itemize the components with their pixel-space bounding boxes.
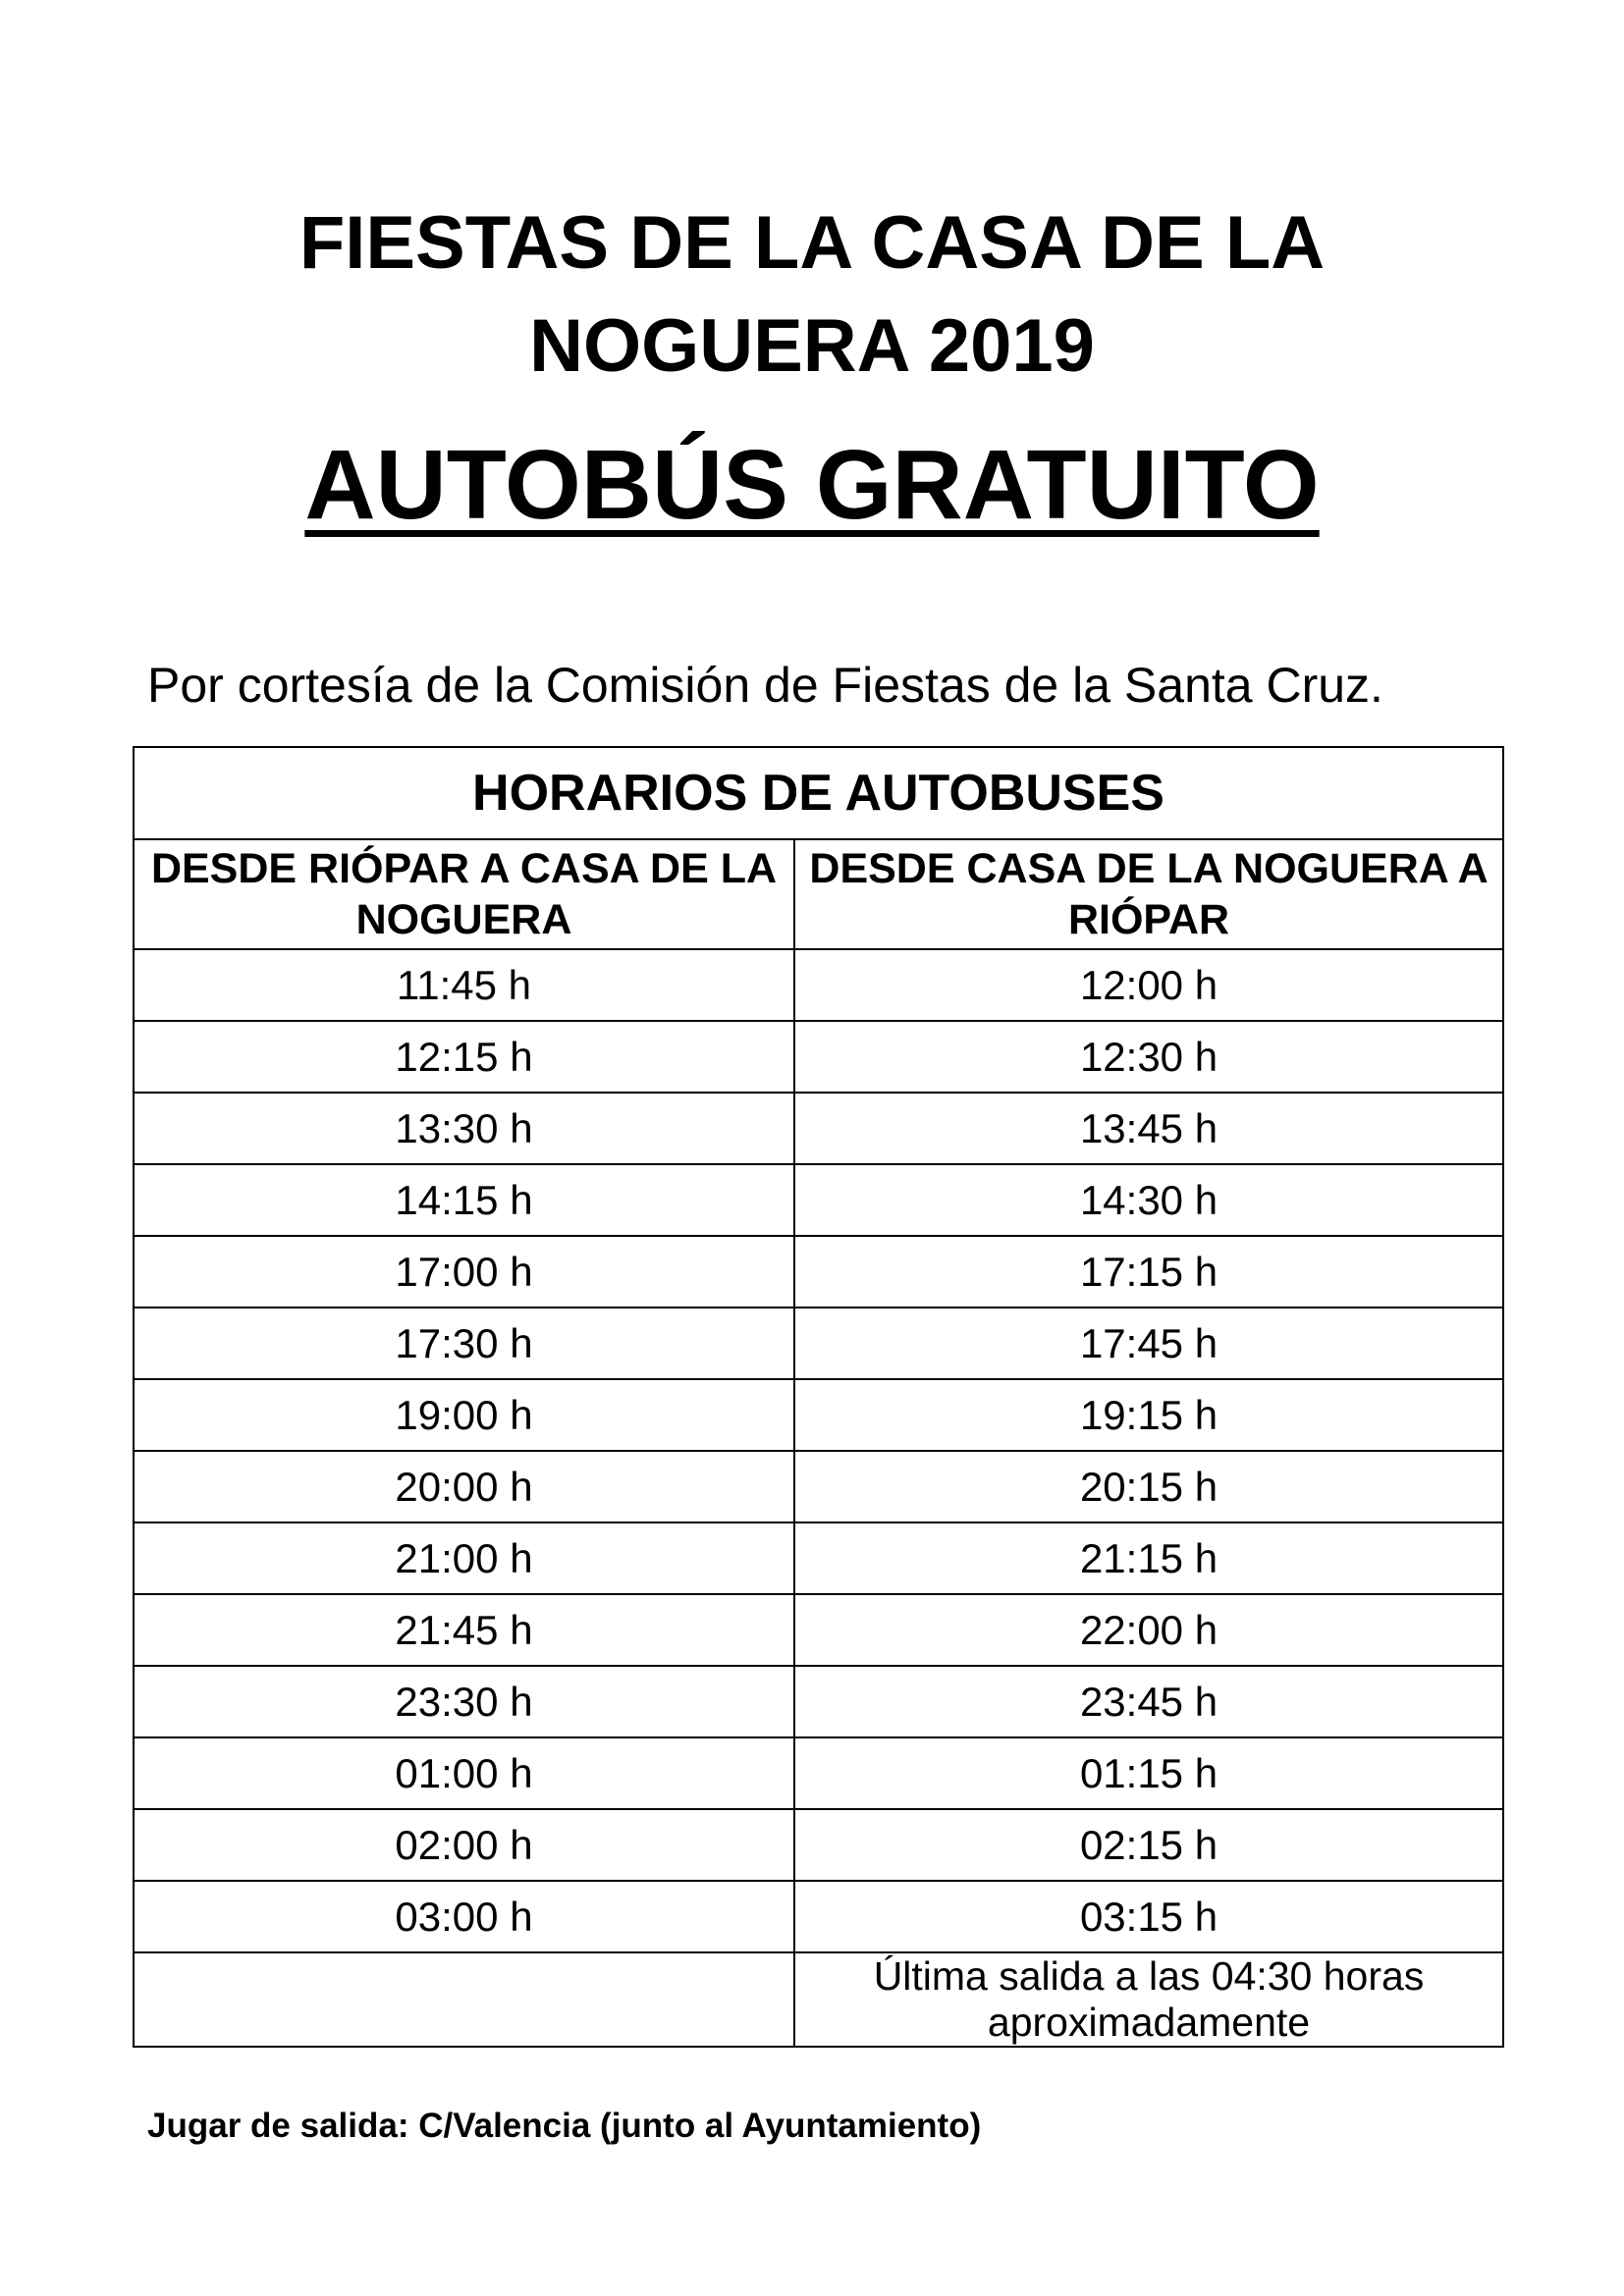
departure-time-left: 21:00 h <box>134 1522 794 1594</box>
departure-time-left: 11:45 h <box>134 949 794 1021</box>
table-row <box>134 1666 1503 1737</box>
table-row <box>134 1881 1503 1952</box>
departure-time-right: 13:45 h <box>794 1093 1503 1164</box>
departure-time-right: 17:15 h <box>794 1236 1503 1308</box>
last-departure-row <box>134 1952 1503 2047</box>
departure-time-right: 02:15 h <box>794 1809 1503 1881</box>
last-departure-note: Última salida a las 04:30 horas aproximadamente <box>794 1952 1503 2047</box>
departure-time-left: 03:00 h <box>134 1881 794 1952</box>
departure-time-right: 21:15 h <box>794 1522 1503 1594</box>
departure-time-left: 17:00 h <box>134 1236 794 1308</box>
table-row <box>134 1236 1503 1308</box>
departure-time-right: 23:45 h <box>794 1666 1503 1737</box>
departure-time-left: 14:15 h <box>134 1164 794 1236</box>
departure-time-left: 20:00 h <box>134 1451 794 1522</box>
title-line-2: NOGUERA 2019 <box>529 304 1095 388</box>
departure-time-left: 21:45 h <box>134 1594 794 1666</box>
table-row <box>134 1021 1503 1093</box>
last-departure-left <box>134 1952 794 2047</box>
departure-time-left: 17:30 h <box>134 1308 794 1379</box>
departure-time-left: 01:00 h <box>134 1737 794 1809</box>
departure-time-left: 02:00 h <box>134 1809 794 1881</box>
departure-time-left: 13:30 h <box>134 1093 794 1164</box>
column-header-right: DESDE CASA DE LA NOGUERA A RIÓPAR <box>794 839 1503 949</box>
departure-time-right: 01:15 h <box>794 1737 1503 1809</box>
departure-time-left: 23:30 h <box>134 1666 794 1737</box>
column-header-left: DESDE RIÓPAR A CASA DE LA NOGUERA <box>134 839 794 949</box>
departure-time-right: 19:15 h <box>794 1379 1503 1451</box>
schedule-body <box>134 949 1503 2047</box>
table-row <box>134 1451 1503 1522</box>
departure-time-right: 20:15 h <box>794 1451 1503 1522</box>
subtitle <box>0 428 1624 542</box>
table-title: HORARIOS DE AUTOBUSES <box>134 747 1503 839</box>
table-title-row <box>134 747 1503 839</box>
intro-text: Por cortesía de la Comisión de Fiestas de la Santa Cruz. <box>147 658 1383 713</box>
title-line-1: FIESTAS DE LA CASA DE LA <box>298 201 1326 285</box>
departure-time-right: 17:45 h <box>794 1308 1503 1379</box>
table-header-row <box>134 839 1503 949</box>
table-row <box>134 1737 1503 1809</box>
departure-time-right: 22:00 h <box>794 1594 1503 1666</box>
table-row <box>134 1093 1503 1164</box>
schedule-table <box>133 746 1504 2048</box>
departure-time-left: 12:15 h <box>134 1021 794 1093</box>
table-row <box>134 1164 1503 1236</box>
table-row <box>134 949 1503 1021</box>
departure-time-right: 03:15 h <box>794 1881 1503 1952</box>
departure-time-left: 19:00 h <box>134 1379 794 1451</box>
table-row <box>134 1594 1503 1666</box>
departure-time-right: 12:00 h <box>794 949 1503 1021</box>
departure-location: Jugar de salida: C/Valencia (junto al Ayuntamiento) <box>147 2107 982 2145</box>
subtitle-text: AUTOBÚS GRATUITO <box>304 430 1320 540</box>
departure-time-right: 14:30 h <box>794 1164 1503 1236</box>
table-row <box>134 1308 1503 1379</box>
table-row <box>134 1809 1503 1881</box>
departure-time-right: 12:30 h <box>794 1021 1503 1093</box>
table-row <box>134 1379 1503 1451</box>
table-row <box>134 1522 1503 1594</box>
